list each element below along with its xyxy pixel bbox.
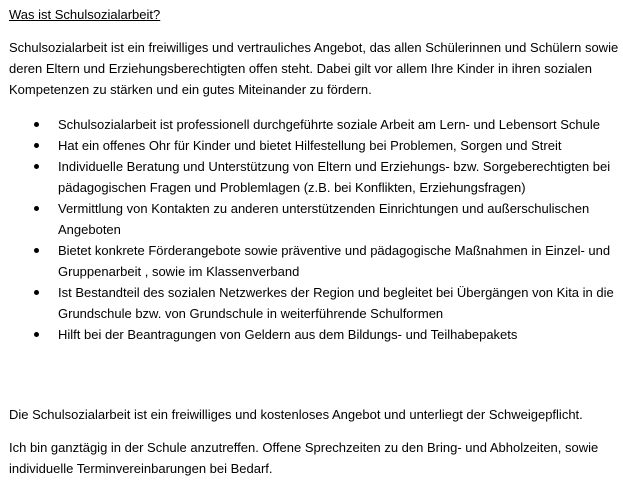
list-item-text: Hat ein offenes Ohr für Kinder und bietet Hilfestellung bei Problemen, Sorgen und Streit xyxy=(58,138,562,153)
list-item-text: Schulsozialarbeit ist professionell durchgeführte soziale Arbeit am Lern- und Lebensort Schule xyxy=(58,117,600,132)
bullet-icon xyxy=(34,164,39,169)
list-item xyxy=(0,135,623,156)
bullet-list xyxy=(0,114,623,345)
list-item xyxy=(0,156,623,198)
page-title: Was ist Schulsozialarbeit? xyxy=(9,7,161,22)
bullet-icon xyxy=(34,332,39,337)
list-item xyxy=(0,240,623,282)
bullet-icon xyxy=(34,290,39,295)
bullet-icon xyxy=(34,206,39,211)
intro-paragraph: Schulsozialarbeit ist ein freiwilliges und vertrauliches Angebot, das allen Schülerinnen und Schülern sowie deren Eltern und Erziehungsberechtigten offen steht. Dabei gilt vor allem Ihre Kinder in ihren sozialen Kompetenzen zu stärken und ein gutes Miteinander zu fördern. xyxy=(9,40,619,97)
bullet-icon xyxy=(34,122,39,127)
list-item-text: Vermittlung von Kontakten zu anderen unterstützenden Einrichtungen und außerschulischen Angeboten xyxy=(58,201,590,237)
list-item xyxy=(0,114,623,135)
closing-paragraph-2: Ich bin ganztägig in der Schule anzutreffen. Offene Sprechzeiten zu den Bring- und Abholzeiten, sowie individuelle Terminvereinbarungen bei Bedarf. xyxy=(9,440,599,476)
list-item-text: Ist Bestandteil des sozialen Netzwerkes der Region und begleitet bei Übergängen von Kita in die Grundschule bzw. von Grundschule in weiterführende Schulformen xyxy=(58,285,614,321)
list-item-text: Individuelle Beratung und Unterstützung von Eltern und Erziehungs- bzw. Sorgeberechtigten bei pädagogischen Fragen und Problemlagen (z.B. bei Konflikten, Erziehungsfragen) xyxy=(58,159,611,195)
bullet-icon xyxy=(34,143,39,148)
closing-paragraph-1: Die Schulsozialarbeit ist ein freiwilliges und kostenloses Angebot und unterliegt der Schweigepflicht. xyxy=(9,407,583,422)
list-item-text: Hilft bei der Beantragungen von Geldern aus dem Bildungs- und Teilhabepakets xyxy=(58,327,518,342)
list-item xyxy=(0,198,623,240)
list-item xyxy=(0,324,623,345)
list-item xyxy=(0,282,623,324)
bullet-icon xyxy=(34,248,39,253)
list-item-text: Bietet konkrete Förderangebote sowie präventive und pädagogische Maßnahmen in Einzel- und Gruppenarbeit , sowie im Klassenverband xyxy=(58,243,611,279)
